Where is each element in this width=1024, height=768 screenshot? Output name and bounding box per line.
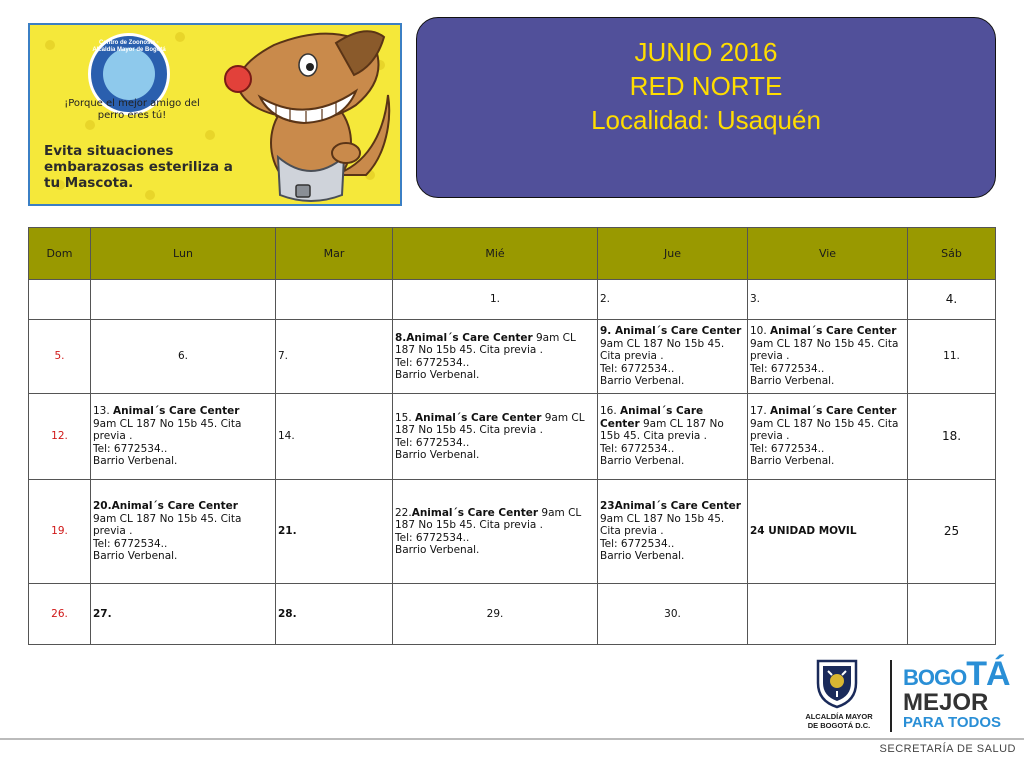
day-cell bbox=[748, 280, 908, 320]
cell-text: 29. bbox=[486, 607, 504, 620]
cell-text: 2. bbox=[600, 293, 611, 306]
cell-text: 9am CL 187 No 15b 45. Cita previa . bbox=[600, 417, 724, 443]
cell-text: 9am CL 187 No 15b 45. Cita previa . bbox=[93, 417, 242, 443]
cell-text: 3. bbox=[750, 293, 761, 306]
weekday-header: Mar bbox=[276, 228, 393, 280]
cell-text: Tel: 6772534.. bbox=[93, 442, 168, 455]
cell-text: 4. bbox=[945, 292, 958, 307]
logo-divider bbox=[890, 660, 892, 732]
cell-text: 13. bbox=[93, 405, 114, 418]
day-cell bbox=[91, 480, 276, 584]
poster-message: Evita situaciones embarazosas esteriliza a tu Mascota. bbox=[44, 143, 233, 191]
cell-text: 1. bbox=[489, 293, 501, 306]
day-cell bbox=[598, 584, 748, 645]
cell-text: 21. bbox=[278, 525, 297, 538]
day-cell bbox=[748, 584, 908, 645]
cell-text: Tel: 6772534.. bbox=[395, 356, 470, 369]
cell-text: 14. bbox=[278, 430, 295, 443]
cell-text: Barrio Verbenal. bbox=[600, 550, 685, 563]
cell-text: 18. bbox=[941, 429, 962, 444]
cell-text: Tel: 6772534.. bbox=[93, 537, 168, 550]
cell-text: Tel: 6772534.. bbox=[750, 442, 825, 455]
day-cell bbox=[29, 584, 91, 645]
day-cell bbox=[276, 280, 393, 320]
day-cell bbox=[598, 394, 748, 480]
alcaldia-text bbox=[796, 712, 882, 730]
cell-text: 30. bbox=[664, 607, 681, 620]
weekday-header: Jue bbox=[598, 228, 748, 280]
poster-tagline: ¡Porque el mejor amigo del perro eres tú! bbox=[64, 98, 200, 121]
day-cell bbox=[748, 394, 908, 480]
cell-text: 11. bbox=[943, 350, 960, 363]
cell-text: Barrio Verbenal. bbox=[93, 550, 178, 563]
day-cell bbox=[908, 584, 996, 645]
cell-text: 5. bbox=[54, 350, 65, 363]
cell-bold-text: Animal´s Care Center bbox=[600, 405, 704, 430]
day-cell bbox=[91, 320, 276, 394]
cell-bold-text: 23Animal´s Care Center bbox=[600, 500, 741, 513]
cell-text: 9am CL 187 No 15b 45. Cita previa . bbox=[395, 331, 576, 356]
day-cell bbox=[29, 480, 91, 584]
cell-bold-text: 20.Animal´s Care Center bbox=[93, 500, 238, 513]
cell-text: 9am CL 187 No 15b 45. Cita previa . bbox=[395, 411, 585, 436]
day-cell bbox=[29, 320, 91, 394]
calendar-table bbox=[28, 227, 996, 645]
title-network: RED NORTE bbox=[629, 71, 783, 101]
cell-text: Barrio Verbenal. bbox=[600, 455, 685, 468]
day-cell bbox=[598, 480, 748, 584]
cell-text: Tel: 6772534.. bbox=[600, 537, 675, 550]
cell-text: Barrio Verbenal. bbox=[600, 375, 685, 388]
cell-bold-text: 24 UNIDAD MOVIL bbox=[750, 525, 857, 538]
week-row bbox=[29, 280, 996, 320]
cell-text: Tel: 6772534.. bbox=[600, 442, 675, 455]
day-cell bbox=[393, 320, 598, 394]
cell-text: Tel: 6772534.. bbox=[750, 362, 825, 375]
title-locality: Localidad: Usaquén bbox=[591, 105, 821, 135]
bogota-shield-icon bbox=[812, 657, 862, 709]
seal-text: Centro de Zoonosis · Alcaldía Mayor de Bogotá bbox=[92, 40, 166, 53]
cell-bold-text: Animal´s Care Center bbox=[770, 325, 897, 338]
day-cell bbox=[91, 584, 276, 645]
week-row bbox=[29, 394, 996, 480]
title-box bbox=[416, 17, 996, 198]
day-cell bbox=[908, 320, 996, 394]
footer-rule bbox=[0, 738, 1024, 740]
day-cell bbox=[748, 320, 908, 394]
weekday-header: Vie bbox=[748, 228, 908, 280]
cell-bold-text: 8.Animal´s Care Center bbox=[395, 331, 533, 344]
alcaldia-line1: ALCALDÍA MAYOR bbox=[805, 712, 873, 721]
weekday-header-row bbox=[29, 228, 996, 280]
sterilization-poster bbox=[28, 23, 402, 206]
para-todos-wordmark: PARA TODOS bbox=[903, 714, 1002, 731]
alcaldia-line2: DE BOGOTÁ D.C. bbox=[807, 721, 871, 730]
day-cell bbox=[598, 280, 748, 320]
cell-text: 28. bbox=[278, 607, 297, 620]
day-cell bbox=[393, 394, 598, 480]
cell-text: 9am CL 187 No 15b 45. Cita previa . bbox=[750, 337, 899, 363]
cell-bold-text: Animal´s Care Center bbox=[411, 506, 539, 519]
dog-illustration bbox=[216, 25, 400, 206]
cell-bold-text: 9. Animal´s Care Center bbox=[600, 325, 742, 338]
cell-text: Barrio Verbenal. bbox=[750, 375, 835, 388]
weekday-header: Mié bbox=[393, 228, 598, 280]
cell-text: Barrio Verbenal. bbox=[395, 449, 480, 461]
day-cell bbox=[91, 394, 276, 480]
week-row bbox=[29, 584, 996, 645]
cell-text: 27. bbox=[93, 607, 112, 620]
cell-text: Tel: 6772534.. bbox=[395, 531, 470, 544]
day-cell bbox=[598, 320, 748, 394]
cell-text: 9am CL 187 No 15b 45. Cita previa . bbox=[600, 337, 725, 363]
day-cell bbox=[276, 394, 393, 480]
cell-text: 15. bbox=[395, 411, 416, 424]
week-row bbox=[29, 320, 996, 394]
cell-bold-text: Animal´s Care Center bbox=[415, 411, 542, 424]
day-cell bbox=[908, 480, 996, 584]
day-cell bbox=[393, 280, 598, 320]
cell-text: 22. bbox=[395, 506, 412, 519]
cell-text: 16. bbox=[600, 405, 621, 418]
day-cell bbox=[276, 584, 393, 645]
day-cell bbox=[276, 480, 393, 584]
cell-text: 9am CL 187 No 15b 45. Cita previa . bbox=[600, 512, 725, 538]
day-cell bbox=[748, 480, 908, 584]
cell-text: Barrio Verbenal. bbox=[750, 455, 835, 468]
mejor-wordmark: MEJOR bbox=[903, 689, 989, 716]
day-cell bbox=[908, 394, 996, 480]
cell-text: 25 bbox=[943, 524, 960, 539]
day-cell bbox=[908, 280, 996, 320]
day-cell bbox=[29, 394, 91, 480]
cell-text: Barrio Verbenal. bbox=[395, 369, 480, 381]
day-cell bbox=[393, 584, 598, 645]
day-cell bbox=[91, 280, 276, 320]
week-row bbox=[29, 480, 996, 584]
cell-text: 9am CL 187 No 15b 45. Cita previa . bbox=[395, 506, 582, 531]
title-month: JUNIO 2016 bbox=[634, 37, 778, 67]
day-cell bbox=[29, 280, 91, 320]
weekday-header: Lun bbox=[91, 228, 276, 280]
cell-text: 9am CL 187 No 15b 45. Cita previa . bbox=[750, 417, 899, 443]
cell-text: 9am CL 187 No 15b 45. Cita previa . bbox=[93, 512, 242, 538]
cell-text: 10. bbox=[750, 325, 771, 338]
cell-text: 6. bbox=[177, 350, 189, 363]
cell-text: 12. bbox=[51, 430, 68, 443]
cell-bold-text: Animal´s Care Center bbox=[113, 405, 240, 418]
cell-text: Barrio Verbenal. bbox=[395, 544, 480, 556]
day-cell bbox=[393, 480, 598, 584]
weekday-header: Dom bbox=[29, 228, 91, 280]
cell-bold-text: Animal´s Care Center bbox=[770, 405, 897, 418]
day-cell bbox=[276, 320, 393, 394]
cell-text: 17. bbox=[750, 405, 771, 418]
cell-text: 7. bbox=[278, 350, 289, 363]
secretaria-label: SECRETARÍA DE SALUD bbox=[879, 743, 1016, 755]
cell-text: Tel: 6772534.. bbox=[600, 362, 675, 375]
weekday-header: Sáb bbox=[908, 228, 996, 280]
cell-text: 19. bbox=[51, 525, 68, 538]
cell-text: 26. bbox=[51, 607, 68, 620]
bogota-wordmark: BOGOTÁ bbox=[903, 655, 1010, 693]
cell-text: Barrio Verbenal. bbox=[93, 455, 178, 468]
cell-text: Tel: 6772534.. bbox=[395, 436, 470, 449]
